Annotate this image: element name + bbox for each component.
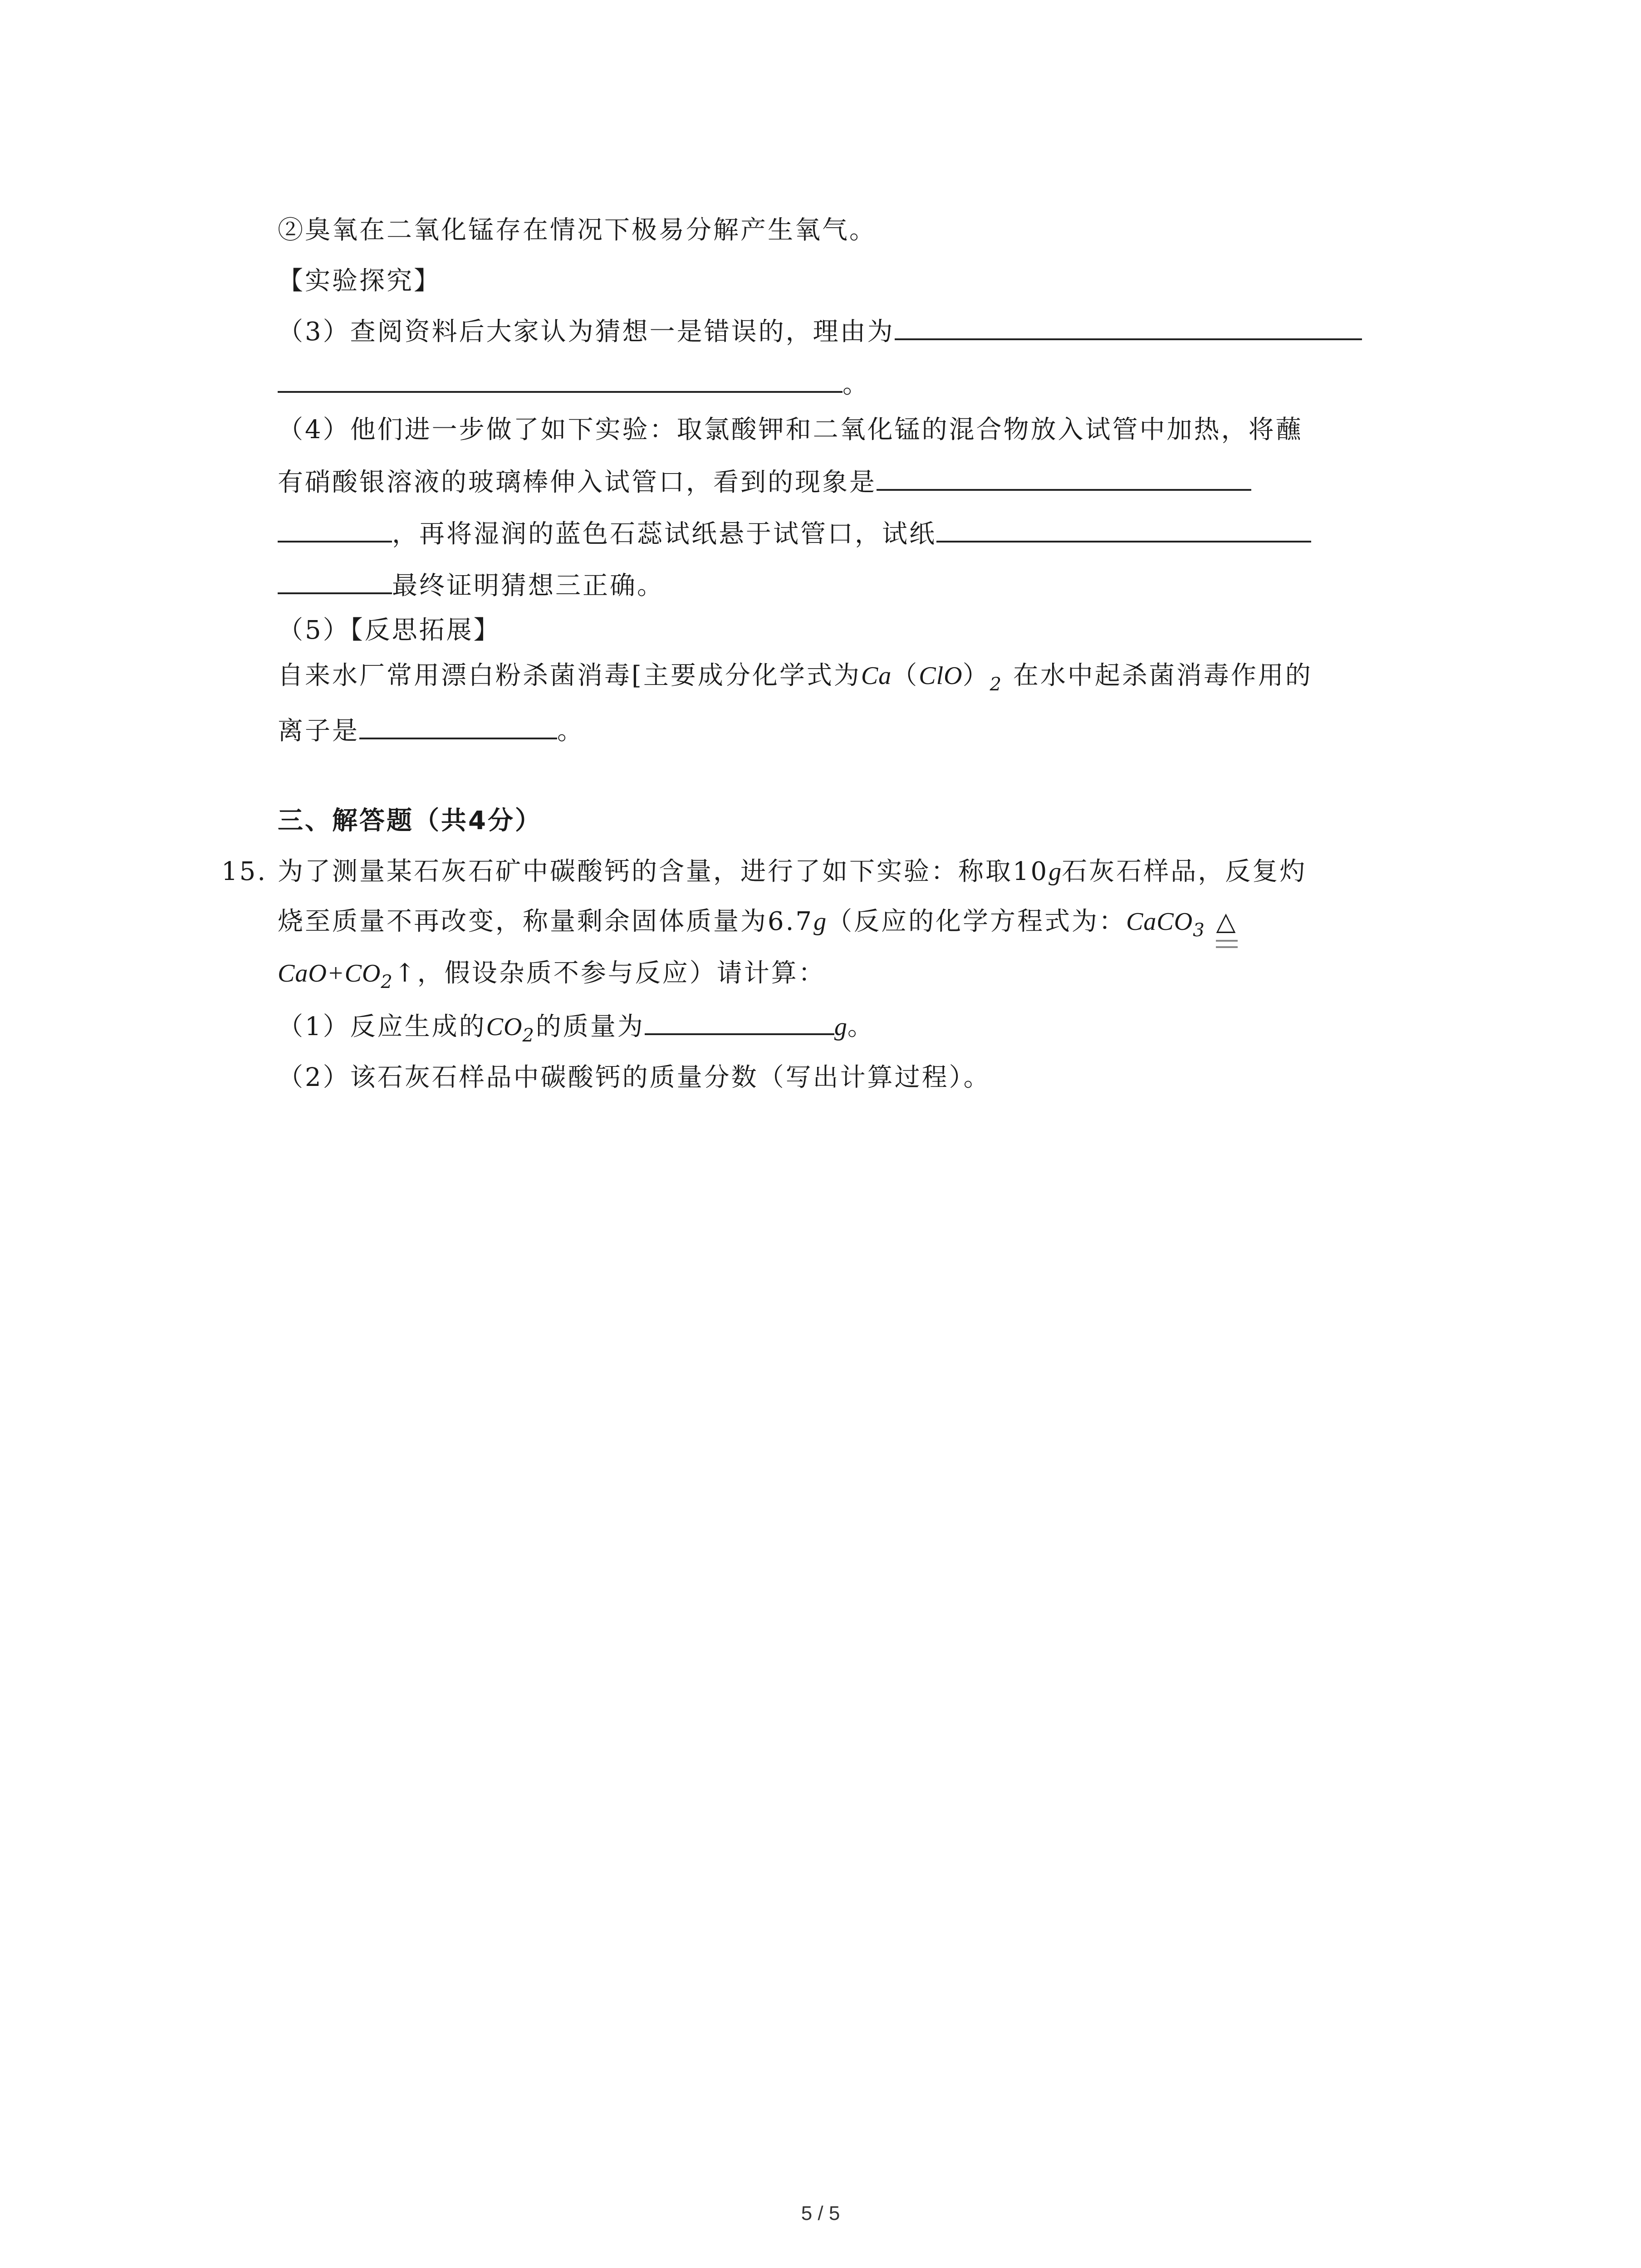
answer-blank-3b[interactable] xyxy=(278,366,843,393)
answer-blank-3a[interactable] xyxy=(895,313,1362,340)
question-15-line-1: 为了测量某石灰石矿中碳酸钙的含量，进行了如下实验：称取10g石灰石样品，反复灼 xyxy=(278,857,1307,886)
reflection-line-2: 离子是 。 xyxy=(278,712,584,749)
question-4-line-4: 最终证明猜想三正确。 xyxy=(278,567,664,604)
answer-blank-5[interactable] xyxy=(359,712,557,739)
question-15-line-2: 烧至质量不再改变，称量剩余固体质量为6.7g（反应的化学方程式为：CaCO$_3$ △ xyxy=(278,904,1238,940)
question-3-text: （3）查阅资料后大家认为猜想一是错误的，理由为 xyxy=(278,313,1362,350)
answer-blank-4d[interactable] xyxy=(278,567,392,594)
question-15-line-3: $CaO+CO_2↑$，假设杂质不参与反应）请计算： xyxy=(278,958,826,992)
page-number: 5 / 5 xyxy=(801,2202,840,2224)
question-3-continuation: 。 xyxy=(278,366,870,403)
reflection-line-1: 自来水厂常用漂白粉杀菌消毒[主要成分化学式为$Ca(ClO)_2$ 在水中起杀菌消毒作用的 xyxy=(278,661,1313,695)
heating-symbol: △ xyxy=(1216,904,1237,940)
experiment-heading: 【实验探究】 xyxy=(278,266,441,296)
answer-blank-4a[interactable] xyxy=(877,464,1251,491)
answer-blank-15-1[interactable] xyxy=(645,1008,834,1035)
question-15-part-2: （2）该石灰石样品中碳酸钙的质量分数（写出计算过程）。 xyxy=(278,1063,991,1092)
reflection-heading: （5）【反思拓展】 xyxy=(278,616,501,645)
question-15-part-1: （1）反应生成的$CO_2$的质量为 g。 xyxy=(278,1008,875,1045)
question-4-line-1: （4）他们进一步做了如下实验：取氯酸钾和二氧化锰的混合物放入试管中加热，将蘸 xyxy=(278,415,1303,445)
answer-blank-4c[interactable] xyxy=(936,515,1311,543)
section-3-title: 三、解答题（共4分） xyxy=(278,806,542,836)
answer-blank-4b[interactable] xyxy=(278,515,392,543)
fact-2: ②臭氧在二氧化锰存在情况下极易分解产生氧气。 xyxy=(278,215,877,245)
question-4-line-3: ，再将湿润的蓝色石蕊试纸悬于试管口，试纸 xyxy=(278,515,1311,552)
question-4-line-2: 有硝酸银溶液的玻璃棒伸入试管口，看到的现象是 xyxy=(278,464,1251,501)
question-15-number: 15. xyxy=(221,857,268,886)
